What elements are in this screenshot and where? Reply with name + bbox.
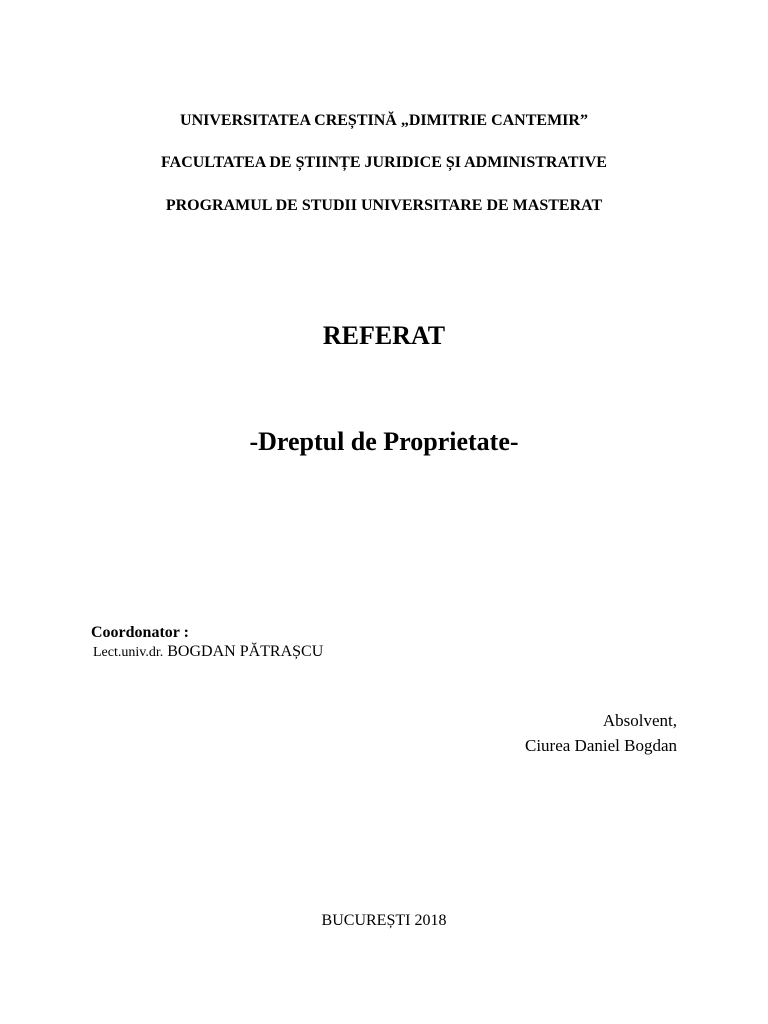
document-type: REFERAT xyxy=(322,321,446,350)
university-name: UNIVERSITATEA CREȘTINĂ „DIMITRIE CANTEMIR” xyxy=(180,112,588,129)
coordinator-label: Coordonator : xyxy=(91,624,189,641)
faculty-name: FACULTATEA DE ȘTIINȚE JURIDICE ȘI ADMINISTRATIVE xyxy=(161,154,607,171)
program-name: PROGRAMUL DE STUDII UNIVERSITARE DE MASTERAT xyxy=(165,197,603,214)
coordinator-title-prefix: Lect.univ.dr. xyxy=(93,645,164,660)
coordinator-name: BOGDAN PĂTRAȘCU xyxy=(167,643,324,660)
document-title: -Dreptul de Proprietate- xyxy=(249,427,519,456)
coordinator-name-line xyxy=(93,642,323,663)
student-block xyxy=(525,708,677,758)
place-and-year: BUCUREȘTI 2018 xyxy=(321,912,447,929)
student-label: Absolvent, xyxy=(602,711,677,730)
student-name: Ciurea Daniel Bogdan xyxy=(524,736,677,755)
